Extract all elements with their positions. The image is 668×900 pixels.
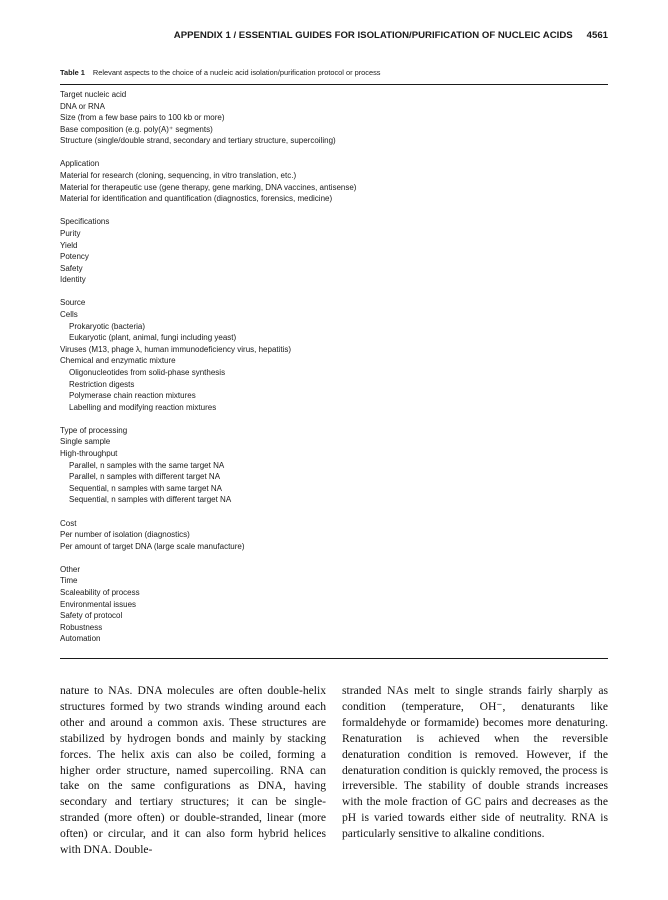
- table-group: [60, 564, 608, 645]
- table-row: Identity: [60, 275, 86, 285]
- table-row: Robustness: [60, 622, 103, 632]
- table-row: Material for identification and quantification (diagnostics, forensics, medicine): [60, 194, 333, 204]
- table-row: Base composition (e.g. poly(A)⁺ segments): [60, 124, 213, 134]
- table-bottom-rule: [60, 658, 608, 659]
- table-row: Material for research (cloning, sequencing, in vitro translation, etc.): [60, 171, 297, 181]
- table-row: Oligonucleotides from solid-phase synthesis: [69, 367, 226, 377]
- table-group-heading: Target nucleic acid: [60, 90, 127, 99]
- table-label: Table 1: [60, 68, 85, 77]
- table-row: Cells: [60, 310, 78, 319]
- table-group-heading: Specifications: [60, 217, 110, 227]
- table-row: Per amount of target DNA (large scale manufacture): [60, 541, 245, 551]
- table-row: Potency: [60, 252, 89, 262]
- table-group-heading: Type of processing: [60, 425, 128, 435]
- table-group-heading: Cost: [60, 518, 77, 528]
- body-text-left-column: nature to NAs. DNA molecules are often double-helix structures formed by two strands winding around each other and around a common axis. These structures are stabilized by hydrogen bonds and mainly by stacking forces. The helix axis can also be coiled, forming a higher order structure, named supercoiling. RNA can take on the same configurations as DNA, having secondary and tertiary structures; it can be single-stranded (more often) or double-stranded, linear (more often) or circular, and it can also form hybrid helices with DNA. Double-: [60, 684, 326, 857]
- table-row: Restriction digests: [69, 379, 135, 389]
- table-body: [60, 89, 608, 656]
- table-row: Eukaryotic (plant, animal, fungi including yeast): [69, 333, 237, 343]
- table-row: Automation: [60, 634, 101, 644]
- table-row: Prokaryotic (bacteria): [69, 321, 146, 331]
- table-row: Size (from a few base pairs to 100 kb or more): [60, 113, 225, 123]
- table-row: Time: [60, 576, 78, 586]
- table-row: Environmental issues: [60, 599, 137, 609]
- table-group-heading: Application: [60, 159, 100, 169]
- table-row: Viruses (M13, phage λ, human immunodeficiency virus, hepatitis): [60, 344, 292, 354]
- table-row: Safety: [60, 263, 83, 273]
- table-group-heading: Other: [60, 564, 81, 574]
- running-title: APPENDIX 1 / ESSENTIAL GUIDES FOR ISOLATION/PURIFICATION OF NUCLEIC ACIDS: [173, 30, 573, 41]
- table-row: Labelling and modifying reaction mixtures: [69, 402, 217, 412]
- table-group: [60, 425, 608, 506]
- table-caption-text: Relevant aspects to the choice of a nucleic acid isolation/purification protocol or process: [92, 68, 381, 77]
- table-group: [60, 518, 608, 553]
- table-group: [60, 89, 608, 147]
- table-group: [60, 158, 608, 204]
- body-text-right-column: stranded NAs melt to single strands fairly sharply as condition (temperature, OH⁻, denaturants like formaldehyde or formamide) becomes more denaturing. Renaturation is achieved when the reversible denaturation condition is removed. However, if the denaturation condition is quickly removed, the process is irreversible. The stability of double strands increases with the mole fraction of GC pairs and decreases as the pH is varied towards either side of neutrality. RNA is particularly sensitive to alkaline conditions.: [342, 684, 608, 841]
- table-row: Parallel, n samples with the same target NA: [69, 460, 225, 470]
- table-row: DNA or RNA: [60, 101, 105, 111]
- table-group: [60, 216, 608, 286]
- table-row: Structure (single/double strand, secondary and tertiary structure, supercoiling): [60, 136, 336, 146]
- table-row: Scaleability of process: [60, 587, 140, 597]
- table-row: Single sample: [60, 437, 111, 447]
- table-row: High-throughput: [60, 449, 118, 459]
- running-header: [60, 30, 608, 41]
- table-row: Sequential, n samples with different target NA: [69, 495, 232, 505]
- table-top-rule: [60, 84, 608, 85]
- page-number: 4561: [586, 30, 608, 41]
- table-group: [60, 297, 608, 413]
- table-row: Yield: [60, 240, 78, 250]
- table-group-heading: Source: [60, 298, 86, 308]
- table-row: Sequential, n samples with same target NA: [69, 483, 222, 493]
- table-row: Per number of isolation (diagnostics): [60, 530, 190, 540]
- table-row: Purity: [60, 228, 81, 238]
- table-row: Parallel, n samples with different target NA: [69, 472, 221, 482]
- table-row: Material for therapeutic use (gene therapy, gene marking, DNA vaccines, antisense): [60, 182, 357, 192]
- table-caption: [60, 68, 608, 77]
- table-row: Safety of protocol: [60, 611, 123, 621]
- table-row: Chemical and enzymatic mixture: [60, 356, 176, 366]
- table-row: Polymerase chain reaction mixtures: [69, 391, 196, 401]
